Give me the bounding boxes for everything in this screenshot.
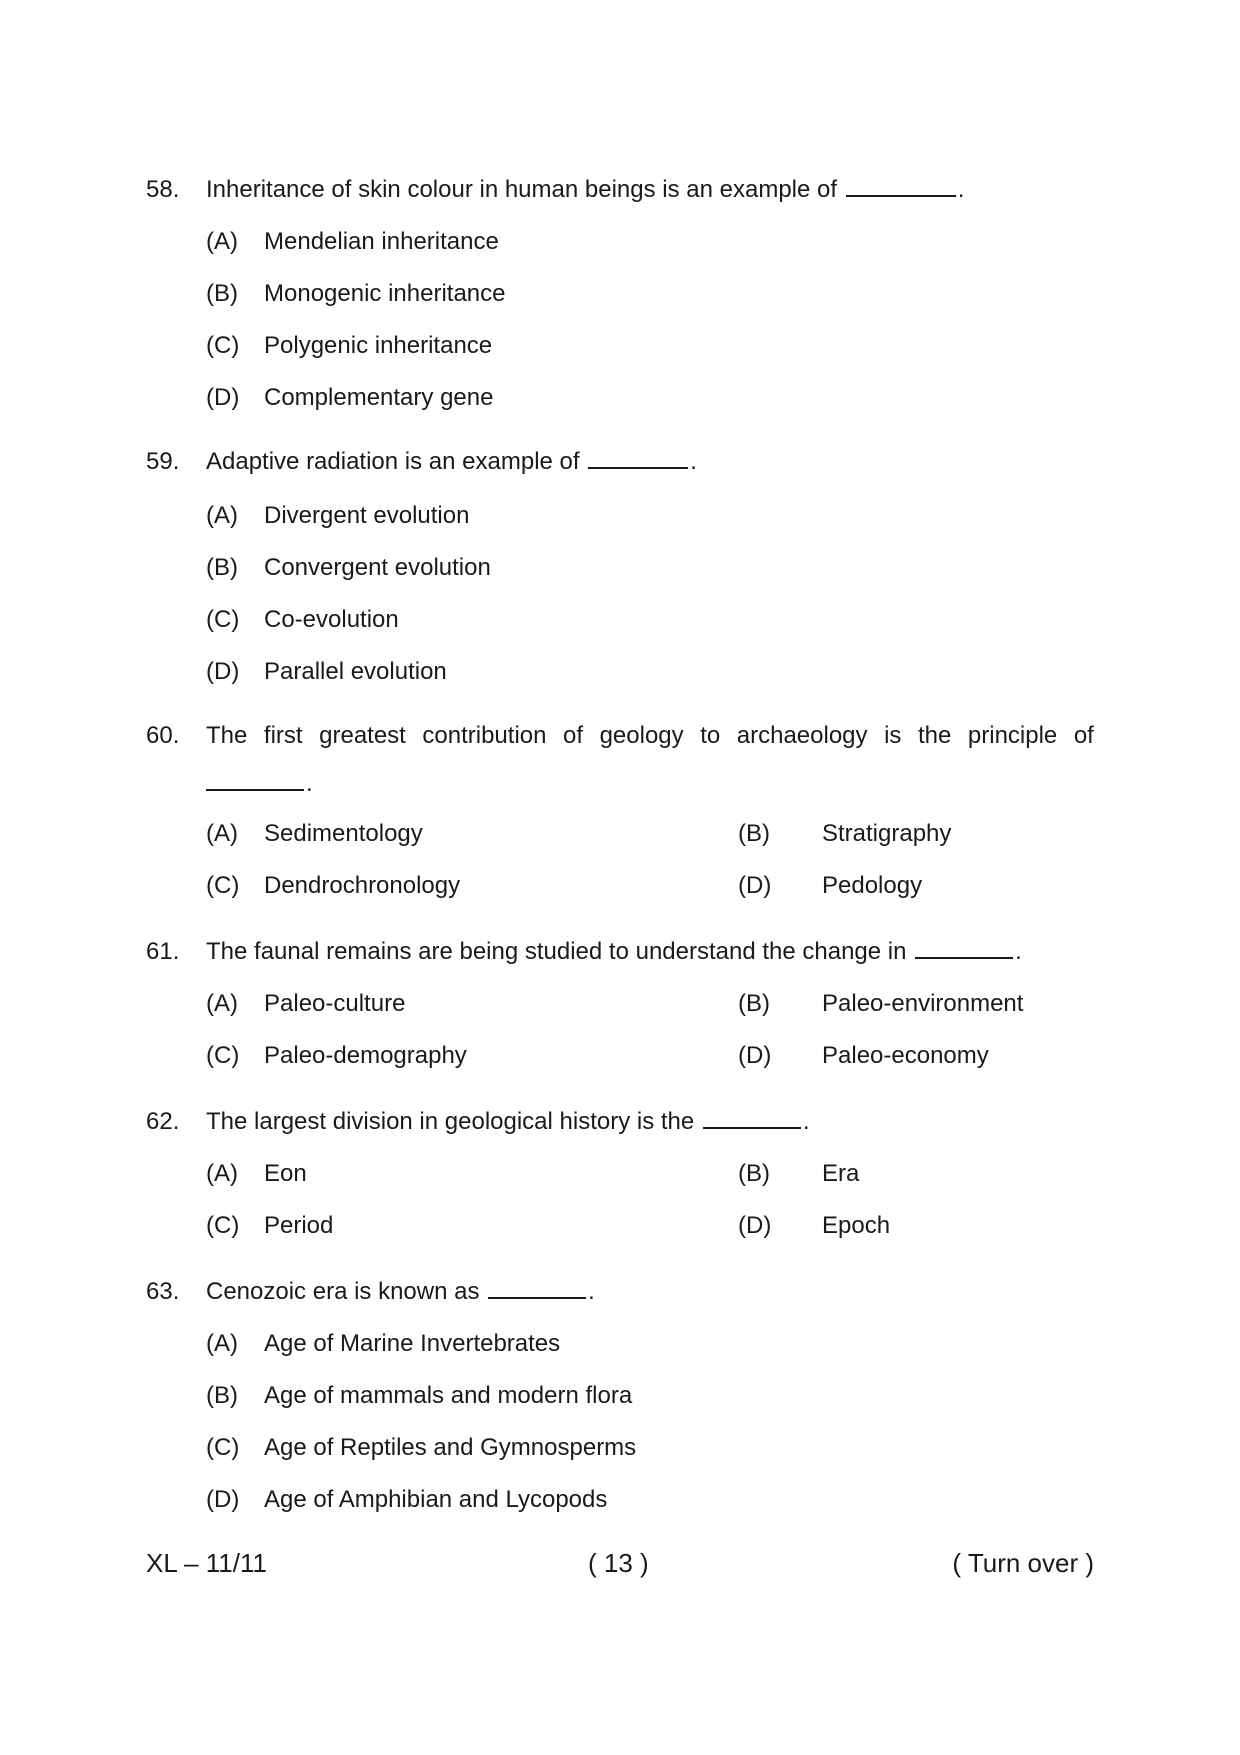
option-label: (C) xyxy=(206,332,240,359)
question-stem: The faunal remains are being studied to understand the change in xyxy=(206,938,907,965)
option-text: Monogenic inheritance xyxy=(264,280,506,307)
answer-blank xyxy=(588,466,688,469)
option-text: Eon xyxy=(264,1160,307,1187)
option-text: Age of Amphibian and Lycopods xyxy=(264,1486,608,1513)
option-text: Sedimentology xyxy=(264,820,423,847)
question-text xyxy=(206,938,1022,966)
option-label: (B) xyxy=(738,1160,770,1187)
question-stem: Inheritance of skin colour in human beings is an example of xyxy=(206,176,838,203)
option-label: (D) xyxy=(206,384,240,411)
question-end: . xyxy=(588,1278,595,1305)
question-word: greatest xyxy=(319,722,406,749)
paper-code: XL – 11/11 xyxy=(146,1548,267,1578)
question-stem: The largest division in geological history is the xyxy=(206,1108,695,1135)
question-text xyxy=(206,448,697,476)
option-label: (D) xyxy=(738,872,772,899)
question-end: . xyxy=(690,448,697,475)
option-text: Paleo-economy xyxy=(822,1042,989,1069)
option-label: (B) xyxy=(206,280,238,307)
question-stem: Cenozoic era is known as xyxy=(206,1278,480,1305)
question-text xyxy=(206,176,964,204)
question-word: first xyxy=(263,722,303,749)
question-end: . xyxy=(802,1108,810,1135)
turn-over-note: ( Turn over ) xyxy=(952,1548,1094,1578)
option-text: Age of mammals and modern flora xyxy=(264,1382,633,1409)
option-label: (D) xyxy=(206,658,240,685)
option-text: Pedology xyxy=(822,872,923,899)
option-text: Stratigraphy xyxy=(822,820,952,847)
option-label: (B) xyxy=(206,554,238,581)
answer-blank xyxy=(915,956,1013,959)
option-text: Mendelian inheritance xyxy=(264,228,499,255)
question-word: of xyxy=(1073,722,1094,749)
answer-blank xyxy=(206,788,304,791)
question-number: 63. xyxy=(146,1278,180,1305)
option-text: Parallel evolution xyxy=(264,658,447,685)
question-word: principle xyxy=(967,722,1058,749)
question-number: 59. xyxy=(146,448,180,475)
option-text: Paleo-environment xyxy=(822,990,1024,1017)
option-label: (C) xyxy=(206,1212,240,1239)
question-word: the xyxy=(917,722,952,749)
question-word: contribution xyxy=(422,722,547,749)
option-text: Divergent evolution xyxy=(264,502,470,529)
question-text xyxy=(206,1108,810,1136)
option-label: (B) xyxy=(738,820,770,847)
question-word: of xyxy=(563,722,584,749)
question-end: . xyxy=(957,176,965,203)
option-text: Paleo-culture xyxy=(264,990,406,1017)
option-text: Age of Marine Invertebrates xyxy=(264,1330,561,1357)
page-number: ( 13 ) xyxy=(588,1548,649,1578)
option-text: Polygenic inheritance xyxy=(264,332,493,359)
option-label: (D) xyxy=(206,1486,240,1513)
option-label: (A) xyxy=(206,1160,238,1187)
option-label: (B) xyxy=(206,1382,238,1409)
option-text: Paleo-demography xyxy=(264,1042,467,1069)
option-label: (C) xyxy=(206,1042,240,1069)
answer-blank xyxy=(703,1126,801,1129)
question-word: to xyxy=(700,722,721,749)
option-text: Co-evolution xyxy=(264,606,399,633)
option-text: Complementary gene xyxy=(264,384,494,411)
option-text: Period xyxy=(264,1212,334,1239)
question-end: . xyxy=(1015,938,1022,965)
option-label: (A) xyxy=(206,820,238,847)
question-word: geology xyxy=(599,722,684,749)
question-word: The xyxy=(206,722,248,749)
question-number: 60. xyxy=(146,722,180,749)
question-word: is xyxy=(884,722,902,749)
option-label: (D) xyxy=(738,1042,772,1069)
option-label: (C) xyxy=(206,1434,240,1461)
question-number: 58. xyxy=(146,176,180,203)
option-label: (C) xyxy=(206,606,240,633)
option-text: Convergent evolution xyxy=(264,554,491,581)
answer-blank xyxy=(846,194,956,197)
question-word: archaeology xyxy=(736,722,868,749)
option-text: Dendrochronology xyxy=(264,872,461,899)
question-60-continuation xyxy=(206,770,313,798)
option-label: (A) xyxy=(206,990,238,1017)
question-text xyxy=(206,722,1094,750)
option-label: (B) xyxy=(738,990,770,1017)
question-text xyxy=(206,1278,595,1306)
question-number: 61. xyxy=(146,938,180,965)
option-label: (A) xyxy=(206,502,238,529)
answer-blank xyxy=(488,1296,586,1299)
question-end: . xyxy=(306,770,313,797)
option-text: Age of Reptiles and Gymnosperms xyxy=(264,1434,637,1461)
option-label: (D) xyxy=(738,1212,772,1239)
question-stem: Adaptive radiation is an example of xyxy=(206,448,580,475)
option-label: (A) xyxy=(206,228,238,255)
question-number: 62. xyxy=(146,1108,180,1135)
option-text: Era xyxy=(822,1160,860,1187)
option-text: Epoch xyxy=(822,1212,891,1239)
option-label: (A) xyxy=(206,1330,238,1357)
option-label: (C) xyxy=(206,872,240,899)
